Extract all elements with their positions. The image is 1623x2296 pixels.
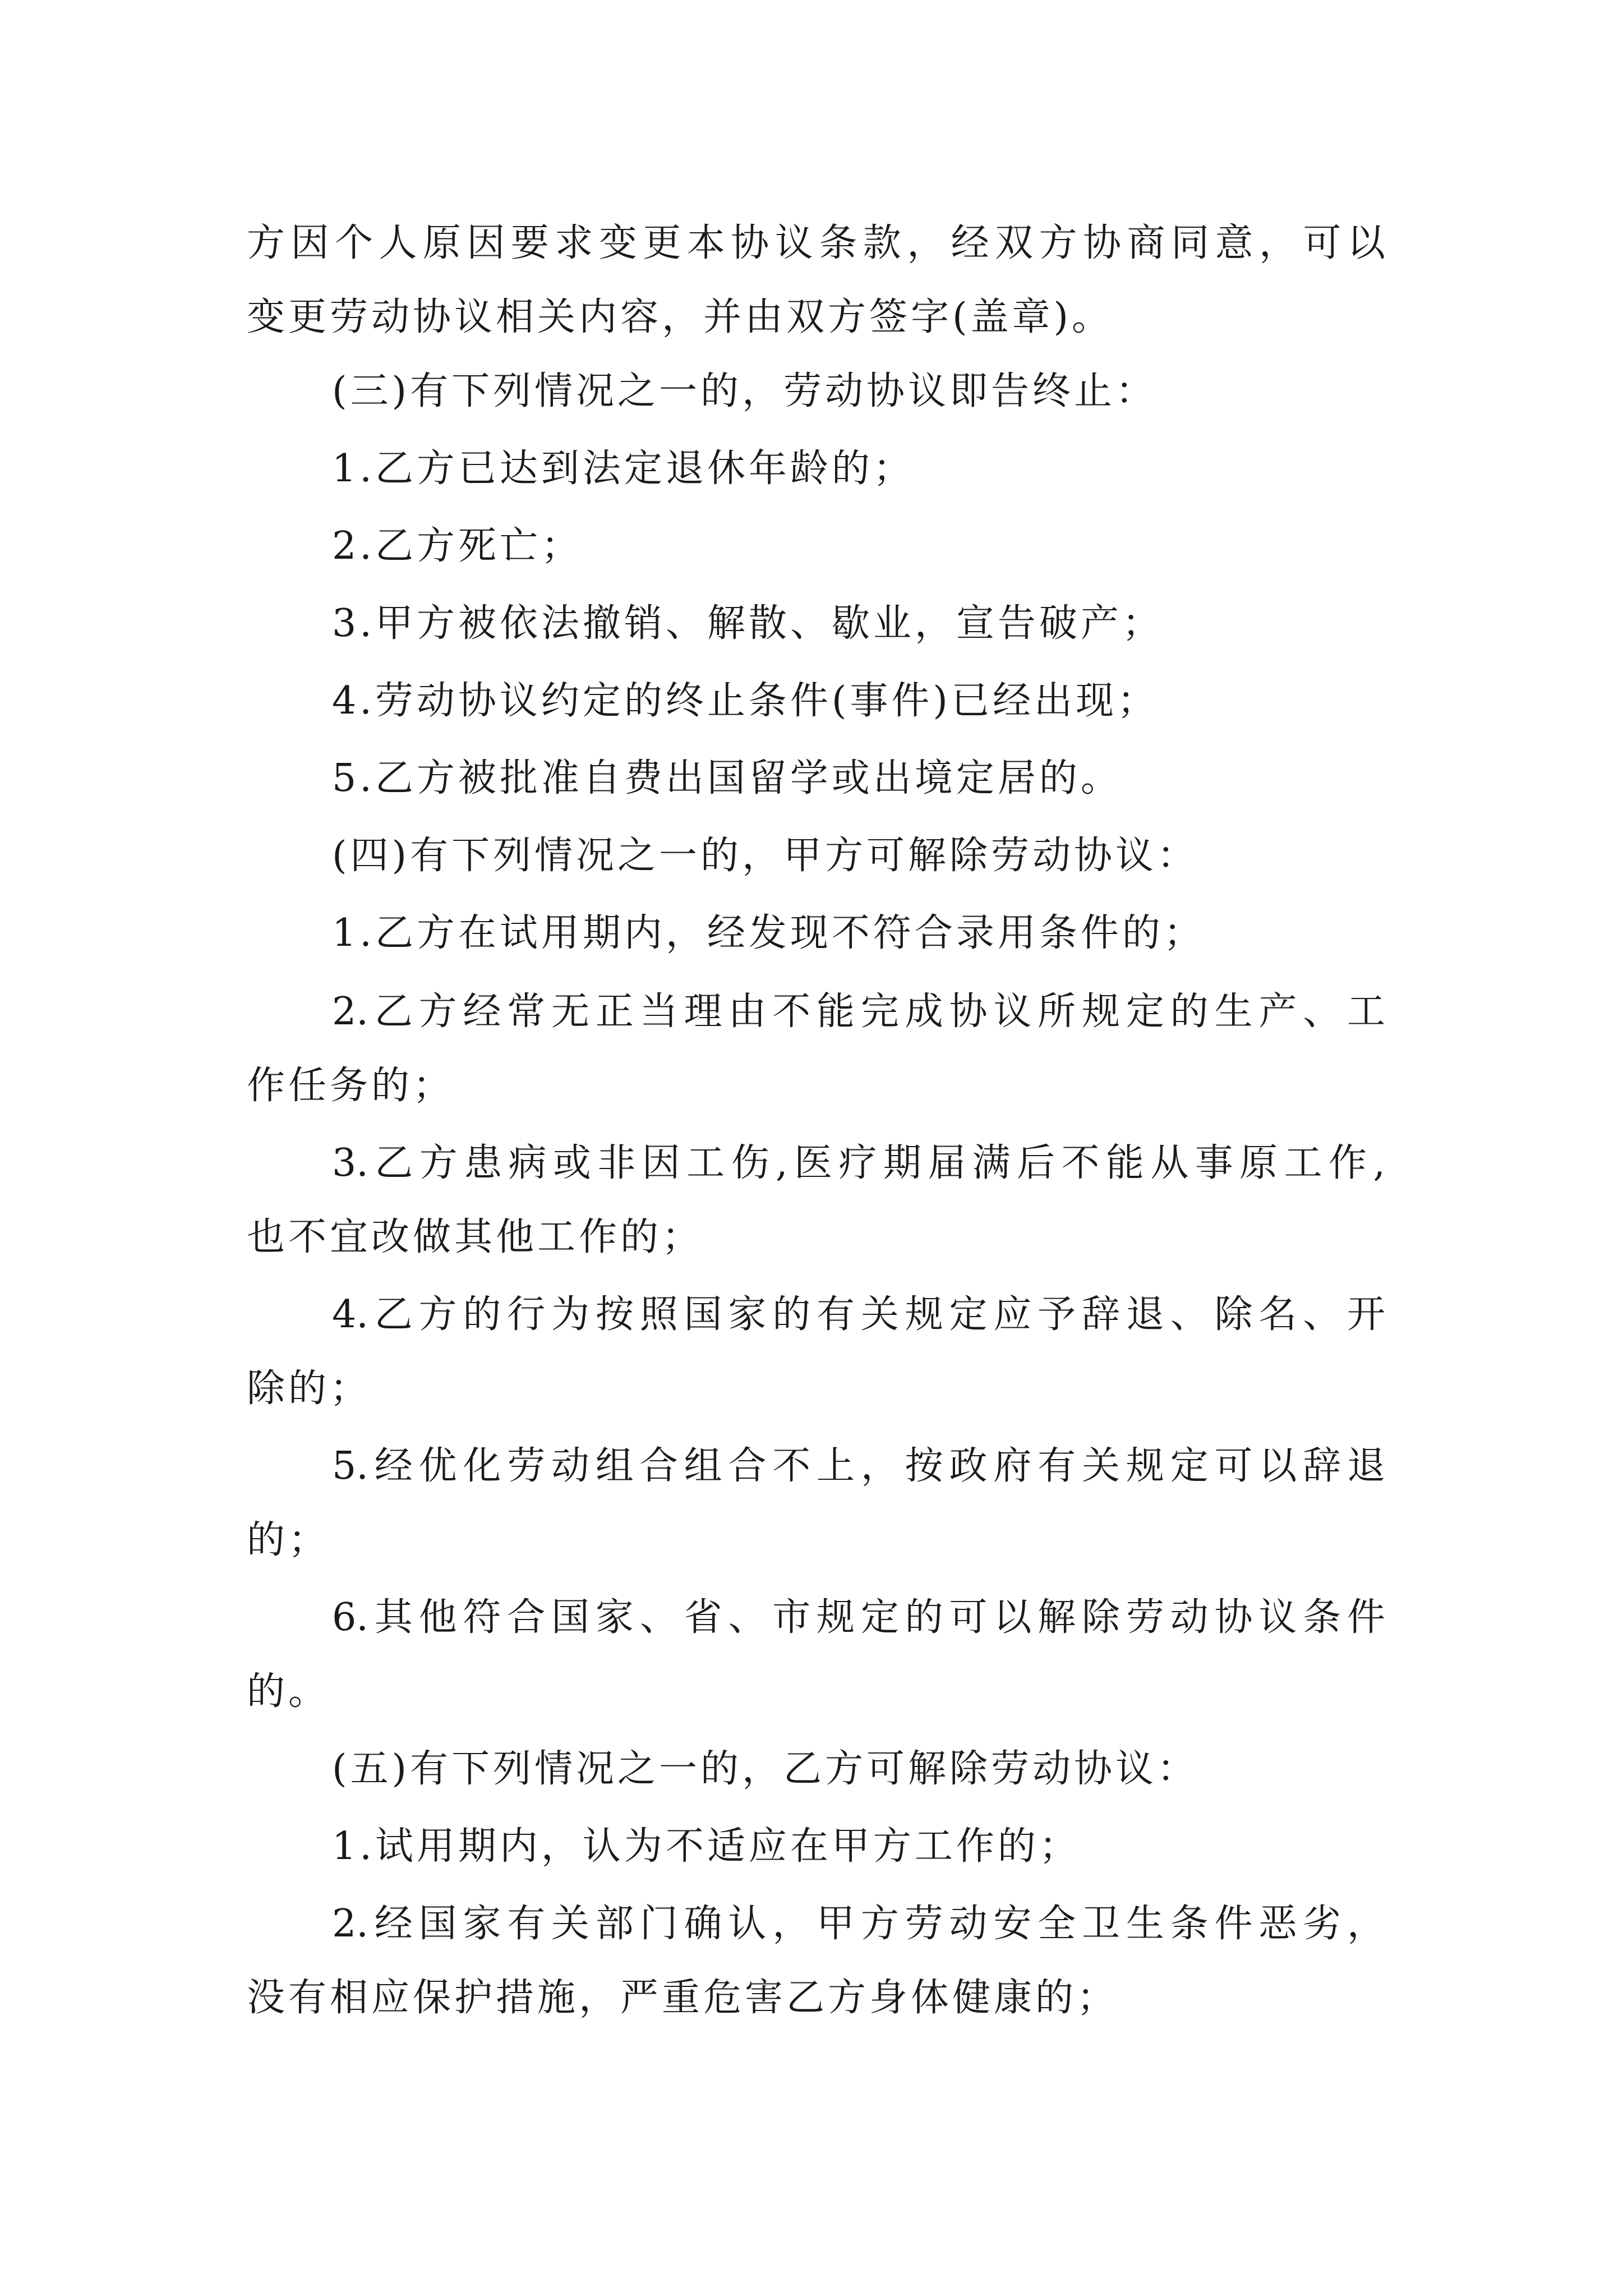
text-line: (四)有下列情况之一的，甲方可解除劳动协议： [332,834,1199,878]
text-line: 的。 [247,1669,330,1714]
document-page [247,0,1385,2296]
text-line: 方因个人原因要求变更本协议条款，经双方协商同意，可以 [247,221,1385,265]
text-line: (五)有下列情况之一的，乙方可解除劳动协议： [332,1747,1199,1791]
text-line: 3.甲方被依法撤销、解散、歇业，宣告破产； [332,601,1164,646]
text-line: 1.乙方已达到法定退休年龄的； [332,447,915,491]
text-line: 6.其他符合国家、省、市规定的可以解除劳动协议条件 [332,1595,1385,1640]
text-line: 2.经国家有关部门确认，甲方劳动安全卫生条件恶劣， [332,1902,1385,1946]
text-line: 1.乙方在试用期内，经发现不符合录用条件的； [332,911,1205,955]
text-line: 3.乙方患病或非因工伤,医疗期届满后不能从事原工作, [332,1141,1385,1185]
text-line: 没有相应保护措施，严重危害乙方身体健康的； [247,1976,1119,2020]
text-line: 也不宜改做其他工作的； [247,1215,704,1259]
text-line: 5.经优化劳动组合组合不上，按政府有关规定可以辞退 [332,1444,1385,1488]
text-line: 2.乙方死亡； [332,524,583,568]
text-line: 除的； [247,1366,372,1411]
text-line: 的； [247,1518,330,1562]
text-line: 2.乙方经常无正当理由不能完成协议所规定的生产、工 [332,990,1385,1034]
text-line: (三)有下列情况之一的，劳动协议即告终止： [332,369,1158,413]
text-line: 1.试用期内，认为不适应在甲方工作的； [332,1824,1081,1869]
text-line: 作任务的； [247,1064,455,1108]
text-line: 4.乙方的行为按照国家的有关规定应予辞退、除名、开 [332,1292,1385,1337]
text-line: 5.乙方被批准自费出国留学或出境定居的。 [332,756,1122,800]
text-line: 变更劳动协议相关内容，并由双方签字(盖章)。 [247,295,1114,339]
text-line: 4.劳动协议约定的终止条件(事件)已经出现； [332,679,1159,723]
